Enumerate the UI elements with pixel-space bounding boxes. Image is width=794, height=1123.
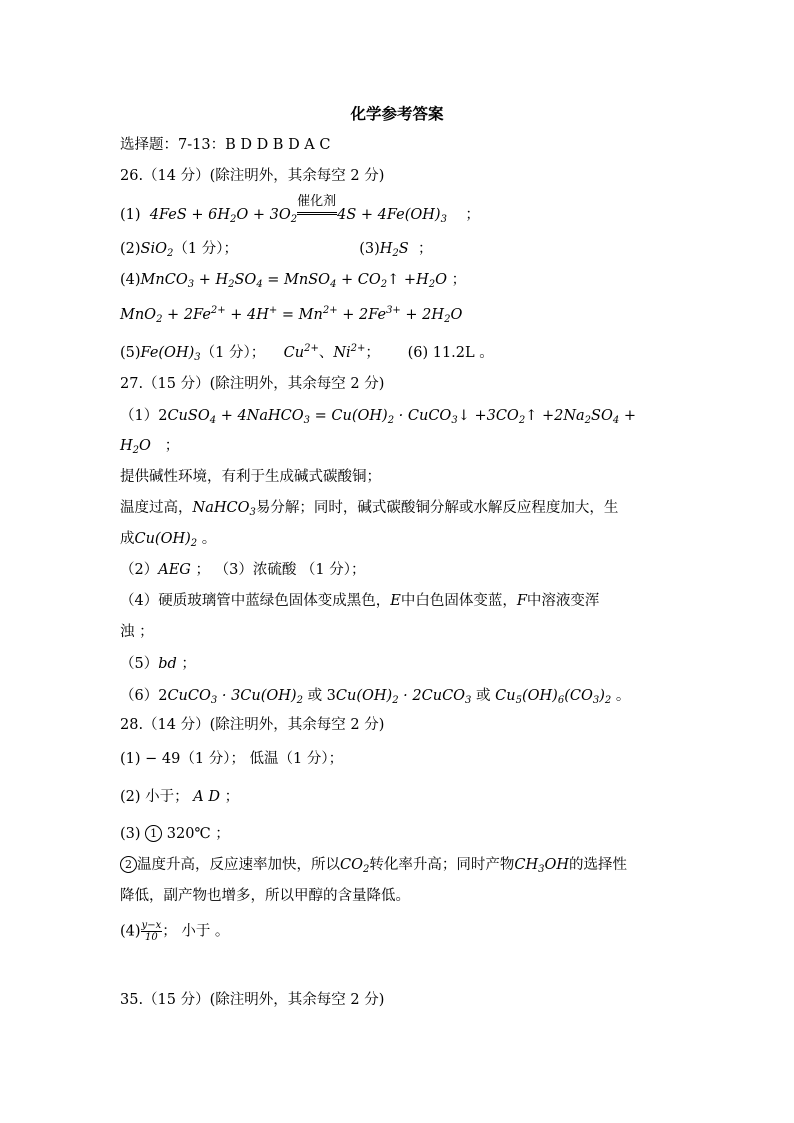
q27-part1-eq: （1）2CuSO$_4$ + 4NaHCO$_3$ = $Cu(OH)_2$ · CuCO$_3$↓ $+3CO_2↑ +2Na_2SO_4$ + [120,408,636,426]
q27-part4-cont: 浊 ； [120,624,154,640]
q27-reason2-cont: 成$Cu(OH)_2$ 。 [120,531,217,549]
q27-part5: （5）bd ； [120,656,196,672]
choice-answers: 选择题：7-13：B D D B D A C [120,137,331,153]
q35-header: 35.（15 分）(除注明外，其余每空 2 分) [120,992,385,1008]
q27-part6: （6）2CuCO$_3$ · $3Cu(OH)_2$ 或 $3Cu(OH)_2$ · 2CuCO$_3$ 或 $Cu_5(OH)_6(CO_3)_2$ 。 [120,688,631,706]
q28-header: 28.（14 分）(除注明外，其余每空 2 分) [120,717,385,733]
q26-part1: (1) $4FeS + 6H_2O + 3O_2$ 催化剂 $4S + 4Fe(OH)_3$ ； [120,194,480,225]
q27-header: 27.（15 分）(除注明外，其余每空 2 分) [120,376,385,392]
q28-reason2: 降低，副产物也增多，所以甲醇的含量降低。 [120,888,410,904]
q27-part2-3: （2）AEG ； （3）浓硫酸 （1 分）； [120,562,366,578]
circled-one: 1 [145,825,162,842]
q28-reason1: 2 温度升高，反应速率加快，所以$CO_2$转化率升高；同时产物$CH_3OH$的选择性 [120,855,627,880]
q28-part4: (4) $\frac{y-x}{10}$ ； 小于 。 [120,920,230,943]
q27-reason1: 提供碱性环境，有利于生成碱式碳酸铜； [120,469,381,485]
q27-reason2: 温度过高，NaHCO$_3$易分解；同时，碱式碳酸铜分解或水解反应程度加大，生 [120,500,619,518]
q26-part2-3: (2)SiO$_2$（1 分）； $(3)H_2S$ ； [120,241,433,259]
q28-part1: (1) − 49（1 分）； 低温（1 分）； [120,751,344,767]
q28-part3: (3) 1 320℃ ； [120,826,230,842]
q26-header: 26.（14 分）(除注明外，其余每空 2 分) [120,168,385,184]
circled-two: 2 [120,856,137,873]
q26-part4-eq2: $MnO_2 + 2Fe^{2+} + 4H^+ = Mn^{2+} + 2Fe^{3+} + 2H_2O$ [120,305,463,325]
q27-part4: （4）硬质玻璃管中蓝绿色固体变成黑色，E中白色固体变蓝，F中溶液变浑 [120,593,600,609]
q28-part2: (2) 小于； A D ； [120,789,240,805]
catalyst-label: 催化剂 [297,194,337,209]
document-title: 化学参考答案 [350,104,444,123]
fraction: $\frac{y-x}{10}$ [141,920,162,943]
q26-part4-eq1: (4)MnCO$_3$ + $H_2SO_4$ = MnSO$_4$ + $CO_2↑ +H_2O$ ； [120,272,467,290]
q27-part1-eq-cont: $H_2O$ ； [120,438,180,456]
q26-part5-6: $(5)Fe(OH)_3(1$ 分）； $Cu^{2+}$、$Ni^{2+}$； (6) 11.2L 。 [120,343,494,363]
